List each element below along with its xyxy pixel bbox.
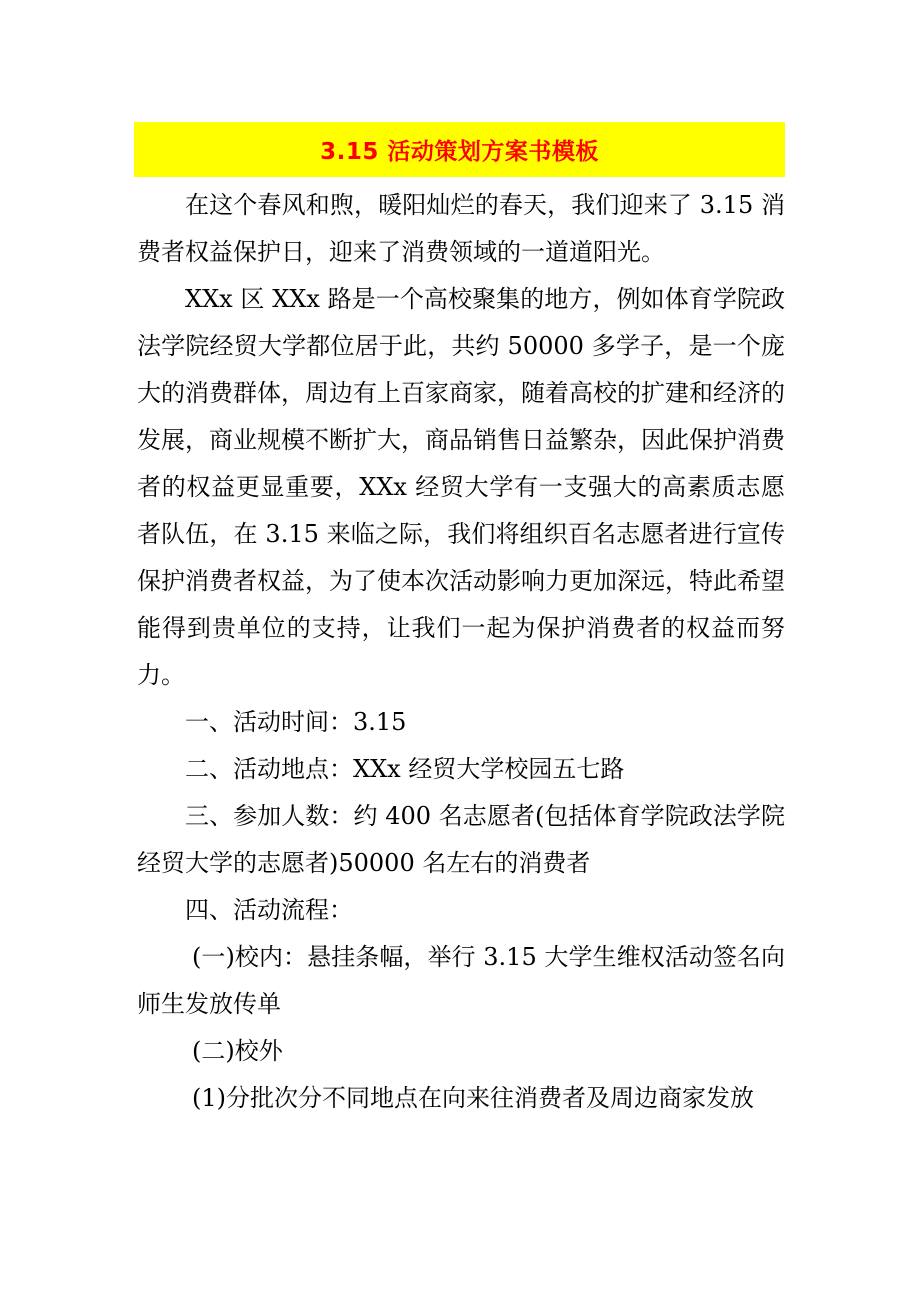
item-activity-location: 二、活动地点：XXx 经贸大学校园五七路 [185,755,625,783]
item-activity-time: 一、活动时间：3.15 [185,708,407,736]
subitem-on-campus: (一)校内：悬挂条幅，举行 3.15 大学生维权活动签名向师生发放传单 [137,943,785,1018]
paragraph-background: XXx 区 XXx 路是一个高校聚集的地方，例如体育学院政法学院经贸大学都位居于此，共约 50000 多学子，是一个庞大的消费群体，周边有上百家商家，随着高校的扩建和经济的发展，商业规模不断扩大，商品销售日益繁杂，因此保护消费者的权益更显重要，XXx 经贸大学有一支强大的高素质志愿者队伍，在 3.15 来临之际，我们将组织百名志愿者进行宣传保护消费者权益，为了使本次活动影响力更加深远，特此希望能得到贵单位的支持，让我们一起为保护消费者的权益而努力。 [137,285,785,689]
document-title: 3.15 活动策划方案书模板 [320,139,599,165]
title-banner [134,122,785,177]
document-body [137,182,785,1122]
item-activity-process: 四、活动流程： [185,896,353,924]
subitem-step-1: (1)分批次分不同地点在向来往消费者及周边商家发放 [192,1084,754,1112]
paragraph-intro: 在这个春风和煦，暖阳灿烂的春天，我们迎来了 3.15 消费者权益保护日，迎来了消费领域的一道道阳光。 [137,191,785,266]
item-participants: 三、参加人数：约 400 名志愿者(包括体育学院政法学院经贸大学的志愿者)50000 名左右的消费者 [137,802,785,877]
subitem-off-campus: (二)校外 [192,1037,283,1065]
